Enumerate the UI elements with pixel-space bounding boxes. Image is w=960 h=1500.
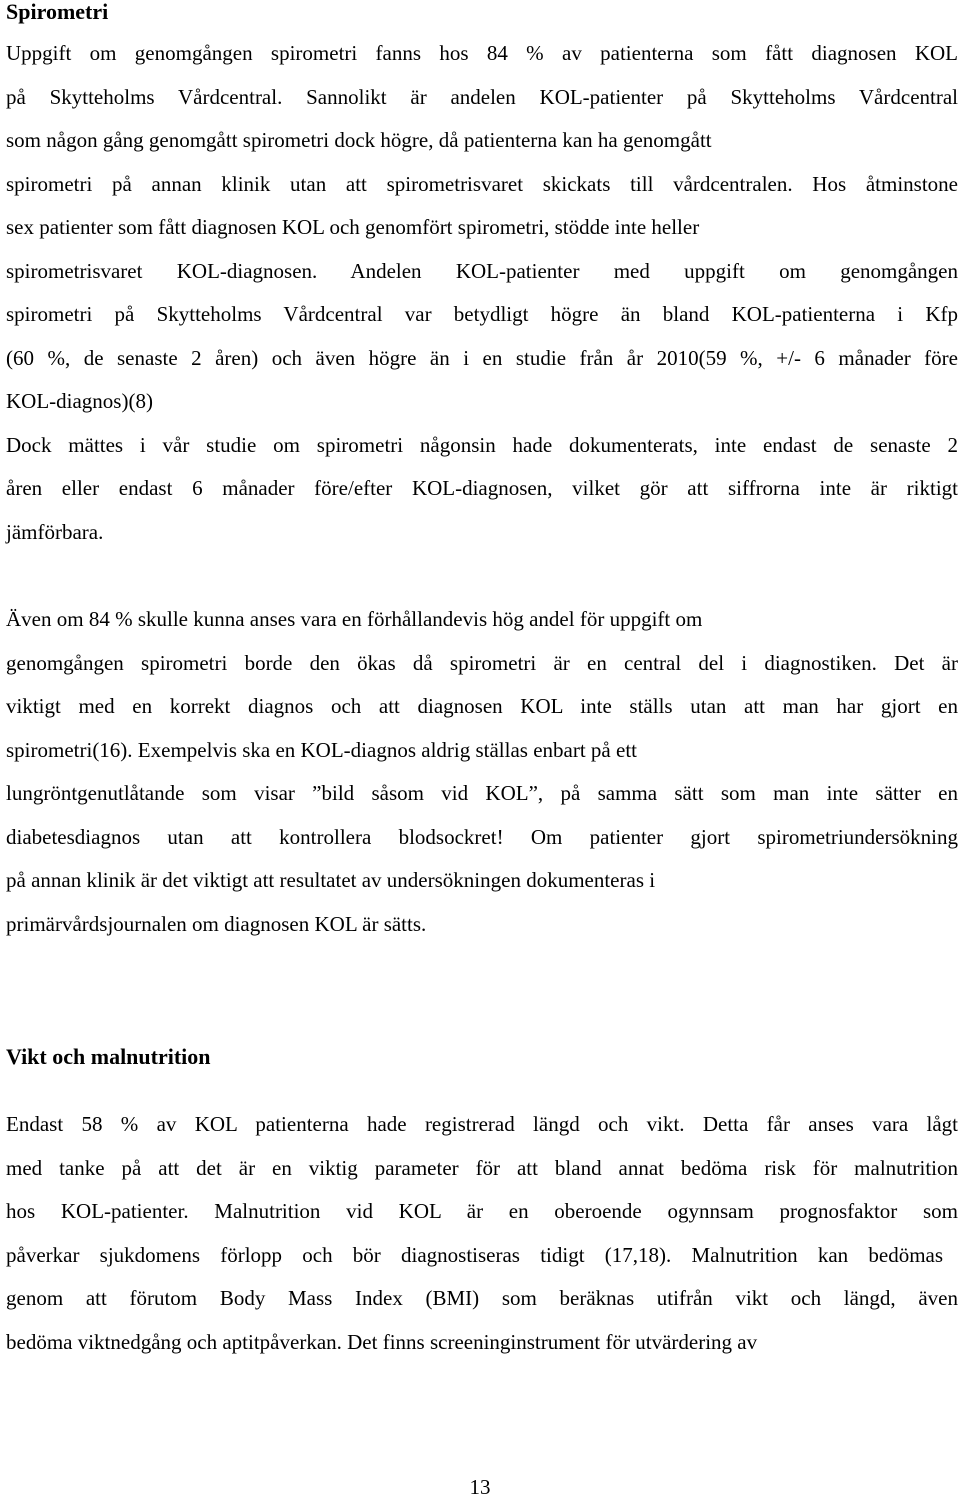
paragraph-spirometri-2 (6, 598, 958, 946)
text-line: jämförbara. (6, 519, 104, 544)
text-line: diabetesdiagnos utan att kontrollera blodsockret! Om patienter gjort spirometriundersökning (6, 824, 958, 849)
text-line: genomgången spirometri borde den ökas då spirometri är en central del i diagnostiken. Det är (6, 650, 958, 675)
text-line: primärvårdsjournalen om diagnosen KOL är sätts. (6, 911, 427, 936)
text-line: bedöma viktnedgång och aptitpåverkan. Det finns screeninginstrument för utvärdering av (6, 1329, 758, 1354)
text-line: (60 %, de senaste 2 åren) och även högre än i en studie från år 2010(59 %, +/- 6 månader före (6, 345, 958, 370)
section-heading-vikt-och-malnutrition: Vikt och malnutrition (6, 1044, 211, 1069)
text-line: spirometrisvaret KOL-diagnosen. Andelen KOL-patienter med uppgift om genomgången (6, 258, 958, 283)
text-line: KOL-diagnos)(8) (6, 389, 153, 413)
text-line: med tanke på att det är en viktig parameter för att bland annat bedöma risk för malnutrition (6, 1155, 958, 1180)
text-line: på annan klinik är det viktigt att resultatet av undersökningen dokumenteras i (6, 868, 656, 892)
text-line: spirometri(16). Exempelvis ska en KOL-diagnos aldrig ställas enbart på ett (6, 737, 637, 762)
text-line: Dock mättes i vår studie om spirometri någonsin hade dokumenterats, inte endast de senaste 2 (6, 432, 958, 457)
text-line: viktigt med en korrekt diagnos och att diagnosen KOL inte ställs utan att man har gjort en (6, 694, 958, 718)
text-line: hos KOL-patienter. Malnutrition vid KOL är en oberoende ogynnsam prognosfaktor som (6, 1199, 958, 1223)
text-line: spirometri på annan klinik utan att spirometrisvaret skickats till vårdcentralen. Hos åtminstone (6, 171, 958, 196)
text-line: som någon gång genomgått spirometri dock högre, då patienterna kan ha genomgått (6, 128, 712, 152)
paragraph-vikt-1 (6, 1103, 958, 1364)
text-line: åren eller endast 6 månader före/efter KOL-diagnosen, vilket gör att siffrorna inte är riktigt (6, 476, 958, 500)
text-line: Uppgift om genomgången spirometri fanns hos 84 % av patienterna som fått diagnosen KOL (6, 41, 958, 65)
text-line: lungröntgenutlåtande som visar ”bild såsom vid KOL”, på samma sätt som man inte sätter en (6, 781, 958, 805)
text-line: på Skytteholms Vårdcentral. Sannolikt är andelen KOL-patienter på Skytteholms Vårdcentral (6, 84, 958, 109)
text-line: spirometri på Skytteholms Vårdcentral var betydligt högre än bland KOL-patienterna i Kfp (6, 302, 958, 326)
text-line: sex patienter som fått diagnosen KOL och genomfört spirometri, stödde inte heller (6, 215, 700, 239)
text-line: Endast 58 % av KOL patienterna hade registrerad längd och vikt. Detta får anses vara lågt (6, 1112, 958, 1136)
text-line: påverkar sjukdomens förlopp och bör diagnostiseras tidigt (17,18). Malnutrition kan bedömas (6, 1242, 944, 1267)
page-number: 13 (469, 1475, 491, 1499)
text-line: Även om 84 % skulle kunna anses vara en förhållandevis hög andel för uppgift om (6, 607, 703, 631)
text-line: genom att förutom Body Mass Index (BMI) som beräknas utifrån vikt och längd, även (6, 1286, 958, 1310)
paragraph-spirometri-1 (6, 32, 958, 554)
section-heading-spirometri: Spirometri (6, 0, 109, 24)
